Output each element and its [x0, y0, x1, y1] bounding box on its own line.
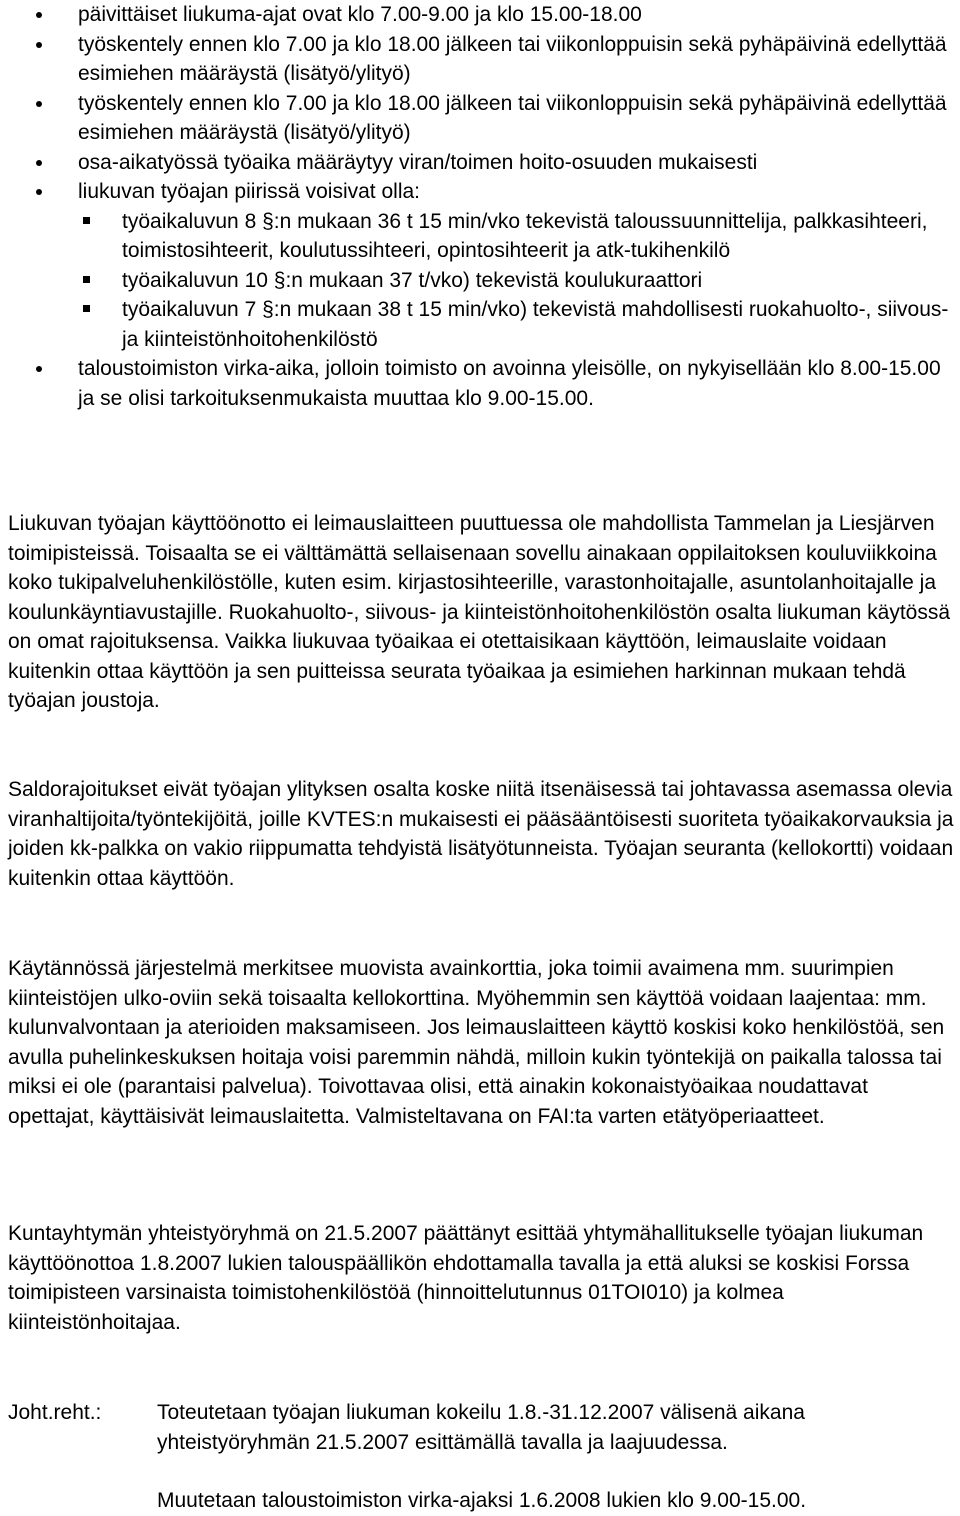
list-item-text: osa-aikatyössä työaika määräytyy viran/toimen hoito-osuuden mukaisesti [78, 150, 758, 174]
list-item-text: työskentely ennen klo 7.00 ja klo 18.00 jälkeen tai viikonloppuisin sekä pyhäpäivinä edellyttää esimiehen määräystä (lisätyö/ylityö) [78, 91, 947, 144]
paragraph: Käytännössä järjestelmä merkitsee muovista avainkorttia, joka toimii avaimena mm. suurimpien kiinteistöjen ulko-oviin sekä toisaalta kellokorttina. Myöhemmin sen käyttöä voidaan laajentaa: mm. kulunvalvontaan ja aterioiden maksamiseen. Jos leimauslaitteen käyttö koskisi koko henkilöstöä, sen avulla puhelinkeskuksen hoitaja voisi paremmin nähdä, milloin kukin työntekijä on paikalla talossa tai miksi ei ole (parantaisi palvelua). Toivottavaa olisi, että ainakin kokonaistyöaikaa noudattavat opettajat, käyttäisivät leimauslaitetta. Valmisteltavana on FAI:ta varten etätyöperiaatteet. [8, 957, 945, 1128]
list-item [0, 354, 960, 413]
sub-list-item-text: työaikaluvun 10 §:n mukaan 37 t/vko) tekevistä koulukuraattori [122, 268, 703, 292]
sub-list-item [0, 207, 960, 266]
bullet-icon [36, 101, 42, 107]
bullet-icon [36, 366, 42, 372]
list-item [0, 89, 960, 148]
sub-list [0, 207, 960, 355]
bullet-icon [36, 189, 42, 195]
bullet-icon [36, 42, 42, 48]
paragraph: Saldorajoitukset eivät työajan ylityksen osalta koske niitä itsenäisessä tai johtavassa asemassa olevia viranhaltijoita/työntekijöitä, joille KVTES:n mukaisesti ei pääsääntöisesti suoriteta työaikakorvauksia ja joiden kk-palkka on vakio riippumatta tehdyistä lisätyötunneista. Työajan seuranta (kellokortti) voidaan kuitenkin ottaa käyttöön. [8, 778, 954, 890]
list-item-text: päivittäiset liukuma-ajat ovat klo 7.00-9.00 ja klo 15.00-18.00 [78, 3, 642, 26]
list-item-text: liukuvan työajan piirissä voisivat olla: [78, 180, 420, 203]
decision-text: Muutetaan taloustoimiston virka-ajaksi 1.6.2008 lukien klo 9.00-15.00. [157, 1489, 807, 1512]
list-item [0, 177, 960, 207]
sub-list-item-text: työaikaluvun 8 §:n mukaan 36 t 15 min/vko tekevistä taloussuunnittelija, palkkasihteeri, toimistosihteerit, koulutussihteeri, opintosihteerit ja atk-tukihenkilö [122, 209, 928, 262]
list-item [0, 0, 960, 30]
list-item [0, 30, 960, 89]
bullet-icon [36, 160, 42, 166]
list-item-text: taloustoimiston virka-aika, jolloin toimisto on avoinna yleisölle, on nykyisellään klo 8.00-15.00 ja se olisi tarkoituksenmukaista muuttaa klo 9.00-15.00. [78, 357, 941, 410]
sub-list-item [0, 266, 960, 296]
paragraph: Kuntayhtymän yhteistyöryhmä on 21.5.2007 päättänyt esittää yhtymähallitukselle työajan liukuman käyttöönottoa 1.8.2007 lukien talouspäällikön ehdottamalla tavalla ja että aluksi se koskisi Forssa toimipisteen varsinaista toimistohenkilöstöä (hinnoittelutunnus 01TOI010) ja kolmea kiinteistönhoitajaa. [8, 1222, 924, 1334]
bullet-icon [36, 12, 42, 18]
square-bullet-icon [83, 305, 90, 312]
sub-list-item [0, 295, 960, 354]
decision-label: Joht.reht.: [8, 1401, 102, 1424]
list-item-text: työskentely ennen klo 7.00 ja klo 18.00 jälkeen tai viikonloppuisin sekä pyhäpäivinä edellyttää esimiehen määräystä (lisätyö/ylityö) [78, 32, 947, 85]
list-item [0, 148, 960, 178]
paragraph: Liukuvan työajan käyttöönotto ei leimauslaitteen puuttuessa ole mahdollista Tammelan ja Liesjärven toimipisteissä. Toisaalta se ei välttämättä sellaisenaan sovellu ainakaan oppilaitoksen kouluviikkoina koko tukipalveluhenkilöstölle, kuten esim. kirjastosihteerille, varastonhoitajalle, asuntolanhoitajalle ja koulunkäyntiavustajille. Ruokahuolto-, siivous- ja kiinteistönhoitohenkilöstön osalta liukuman käytössä on omat rajoituksensa. Vaikka liukuvaa työaikaa ei otettaisikaan käyttöön, leimauslaite voidaan kuitenkin ottaa käyttöön ja sen puitteissa seurata työaikaa ja esimiehen harkinnan mukaan tehdä työajan joustoja. [8, 512, 951, 712]
square-bullet-icon [83, 217, 90, 224]
sub-list-item-text: työaikaluvun 7 §:n mukaan 38 t 15 min/vko) tekevistä mahdollisesti ruokahuolto-, siivous- ja kiinteistönhoitohenkilöstö [122, 298, 949, 351]
bullet-list [0, 0, 960, 207]
square-bullet-icon [83, 276, 90, 283]
bullet-list [0, 354, 960, 413]
decision-text: Toteutetaan työajan liukuman kokeilu 1.8.-31.12.2007 välisenä aikana yhteistyöryhmän 21.5.2007 esittämällä tavalla ja laajuudessa. [157, 1401, 805, 1454]
